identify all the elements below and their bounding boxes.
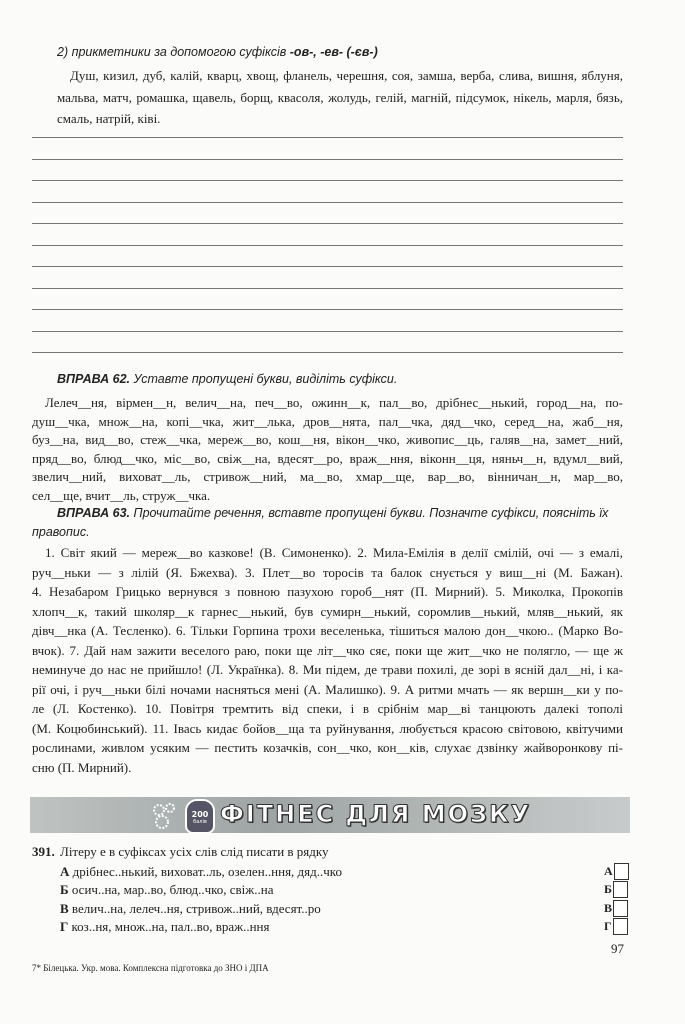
exercise-text-line: сню (П. Мирний). (32, 759, 132, 775)
checkbox-letter: Б (604, 882, 612, 897)
answer-box[interactable] (613, 900, 628, 917)
exercise-63-heading (57, 506, 608, 520)
heading-suffixes: -ов-, -ев- (-єв-) (289, 45, 378, 59)
word-list-line: Душ, кизил, дуб, калій, кварц, хвощ, фланель, черешня, соя, замша, верба, слива, вишня, яблуня, (70, 68, 623, 83)
exercise-text-line: 1. Світ який — мереж__во казкове! (В. Симоненко). 2. Мила-Емілія в делії смілій, очі — з емалі, (45, 545, 623, 560)
checkbox-letter: А (604, 864, 613, 878)
writing-line[interactable] (32, 288, 623, 289)
exercise-text-line: пряд__во, блюд__чко, міс__во, свіж__на, вдесят__ро, враж__ння, віконн__ця, няньч__н, вдумл__вий, (32, 450, 623, 466)
word-list-line: смаль, натрій, ківі. (57, 111, 161, 126)
exercise-text-line: вчок). 7. Дай нам зажити веселого раю, поки ще літ__чко сяє, поки ще жит__чко не полягло, — ще ж (32, 642, 623, 658)
exercise-instruction: Уставте пропущені букви, виділіть суфікси. (133, 372, 398, 386)
exercise-62-heading (57, 372, 397, 386)
writing-line[interactable] (32, 266, 623, 267)
writing-line[interactable] (32, 223, 623, 224)
exercise-text-line: неминуче до нас не прийшло! (Л. Українка). 8. Ми підем, де трави похилі, де зорі в ясній дал__ні, і ка- (32, 662, 623, 677)
writing-line[interactable] (32, 309, 623, 310)
option-text: осич..на, мар..во, блюд..чко, свіж..на (71, 882, 274, 898)
option-text: велич..на, лелеч..ня, стривож..ний, вдесят..ро (71, 900, 321, 916)
answer-option (60, 919, 270, 935)
option-letter: В (60, 900, 69, 916)
writing-line[interactable] (32, 352, 623, 353)
checkbox-letter: Г (604, 918, 612, 933)
answer-box[interactable] (613, 918, 628, 935)
writing-line[interactable] (32, 159, 623, 160)
exercise-text-line: Лелеч__ня, вірмен__н, велич__на, печ__во, ожинн__к, пал__во, дрібнес__нький, город__на, по- (45, 395, 623, 410)
writing-line[interactable] (32, 202, 623, 203)
answer-option (60, 901, 321, 917)
writing-line[interactable] (32, 245, 623, 246)
exercise-label: ВПРАВА 63. (57, 506, 131, 520)
exercise-instruction: Прочитайте речення, вставте пропущені букви. Позначте суфікси, поясніть їх (133, 506, 609, 520)
exercise-text-line: душ__чка, множ__на, копі__чка, жит__лька, дров__нята, пал__чка, дяд__чко, серед__на, жаб__ня, (32, 413, 623, 429)
option-letter: Г (60, 918, 69, 934)
answer-box[interactable] (614, 863, 629, 880)
gears-icon (150, 801, 184, 836)
answer-box[interactable] (613, 881, 628, 898)
exercise-text-line: буз__на, вид__во, стеж__чка, мереж__во, кош__ня, вікон__чко, живопис__ць, галяв__на, замет__ний, (32, 432, 623, 447)
exercise-text-line: сел__ще, вчит__ль, струж__чка. (32, 487, 211, 503)
exercise-text-line: дівч__нка (А. Тесленко). 6. Тільки Горпина трохи веселенька, тішиться малою дон__чкою.. (Марко Во- (32, 623, 623, 638)
answer-option (60, 864, 342, 880)
answer-checkbox-2[interactable] (604, 881, 628, 898)
fitness-banner (30, 797, 630, 833)
answer-checkbox-4[interactable] (604, 918, 628, 935)
adjectives-heading (57, 45, 378, 59)
exercise-label: ВПРАВА 62. (57, 372, 131, 386)
writing-line[interactable] (32, 180, 623, 181)
exercise-text-line: рослинами, живлом усяким — пестить козачків, сон__чко, кон__ків, слухає дзвінку жайворонкову пі- (32, 740, 623, 755)
banner-title: ФІТНЕС ДЛЯ МОЗКУ (220, 800, 532, 828)
exercise-text-line: руч__ньки — з лілій (Я. Бжехва). 3. Плет__во торосів та балок снується у виш__ні (М. Бажан). (32, 564, 623, 580)
exercise-text-line: (М. Коцюбинський). 11. Івась кидає бойов__ща та руйнування, любується красою світовою, квітучими (32, 720, 623, 736)
page-number: 97 (611, 941, 624, 956)
exercise-text-line: рії очі, і руч__ньки білі ночами насняться мені (А. Малишко). 9. А ритми мчать — як вершн__ки у по- (32, 681, 623, 697)
answer-option (60, 882, 274, 898)
option-letter: А (60, 864, 70, 879)
answer-checkbox-1[interactable] (604, 863, 629, 880)
heading-text: 2) прикметники за допомогою суфіксів (57, 45, 287, 59)
option-text: дрібнес..нький, виховат..ль, озелен..ння, дяд..чко (72, 864, 342, 879)
writing-line[interactable] (32, 331, 623, 332)
badge-number: 200 (191, 810, 209, 819)
writing-line[interactable] (32, 137, 623, 138)
checkbox-letter: В (604, 900, 613, 915)
word-list-line: мальва, матч, ромашка, щавель, борщ, квасоля, жолудь, гелій, магній, підсумок, нікель, марля, бязь, (57, 90, 623, 105)
footer-text: 7* Білецька. Укр. мова. Комплексна підготовка до ЗНО і ДПА (32, 963, 269, 973)
kettlebell-badge-icon (185, 799, 215, 834)
exercise-63-heading-cont: правопис. (32, 525, 90, 539)
question-number: 391. (32, 844, 55, 859)
badge-unit: балів (193, 819, 207, 825)
option-letter: Б (60, 882, 69, 898)
exercise-text-line: хлопч__к, такий школяр__к гарнес__нький, був сумирн__нький, соромлив__нький, мляв__нький, як (32, 603, 623, 619)
question-text: Літеру е в суфіксах усіх слів слід писати в рядку (60, 844, 329, 859)
exercise-text-line: 4. Незабаром Грицько вернувся з повною пазухою гороб__нят (П. Мирний). 5. Миколка, Прокопів (32, 584, 623, 599)
exercise-text-line: звелич__ний, виховат__ль, стривож__ний, ма__во, хмар__ще, вар__во, вінничан__н, мар__во, (32, 469, 623, 484)
answer-checkbox-3[interactable] (604, 900, 628, 917)
exercise-text-line: ле (Л. Костенко). 10. Повітря тремтить від спеки, і в срібнім мар__ві танцюють далекі тополі (32, 701, 623, 716)
option-text: коз..ня, множ..на, пал..во, враж..ння (71, 918, 270, 934)
